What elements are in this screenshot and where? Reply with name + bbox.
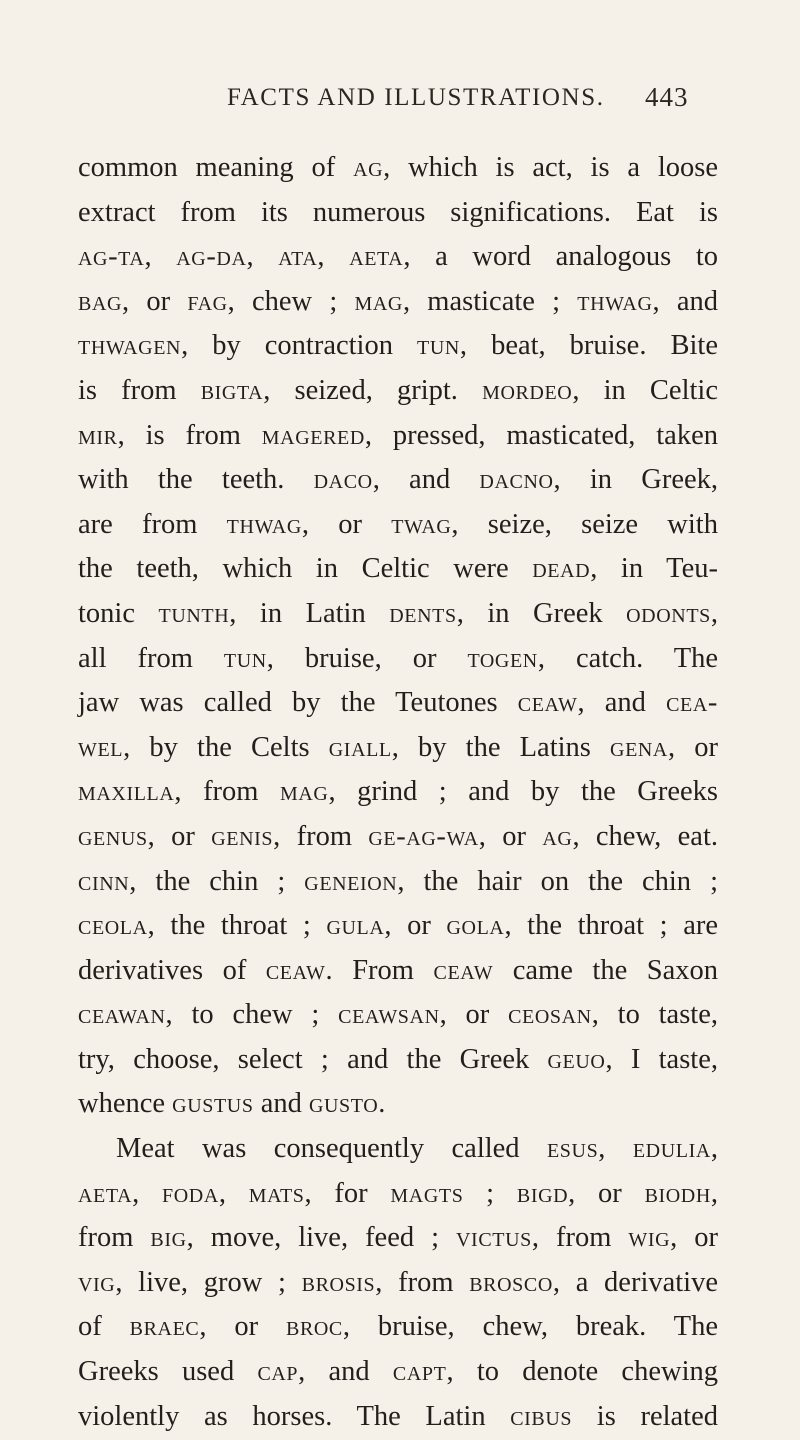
small-caps-word: bigd <box>516 1177 569 1209</box>
small-caps-word: bag <box>78 285 123 317</box>
text-run: , or <box>439 999 509 1031</box>
text-run: , a word analogous to <box>403 241 719 273</box>
small-caps-word: capt <box>392 1356 447 1388</box>
small-caps-word: victus <box>456 1222 532 1254</box>
small-caps-word: odonts <box>626 597 711 629</box>
small-caps-word: daco <box>313 464 373 496</box>
text-line <box>78 458 718 503</box>
text-run: , pressed, masticated, taken <box>364 419 718 451</box>
text-run: of <box>78 1311 130 1343</box>
text-run: , the chin ; <box>129 865 305 897</box>
text-run: , a derivative <box>552 1266 718 1298</box>
text-run: , and <box>577 687 667 719</box>
text-run: , is from <box>117 419 262 451</box>
text-run: , in Latin <box>229 597 390 629</box>
small-caps-word: wig <box>628 1222 671 1254</box>
text-line <box>78 592 718 637</box>
text-run: , or <box>122 285 188 317</box>
text-run: , bruise, chew, break. The <box>342 1311 718 1343</box>
small-caps-word: esus <box>546 1133 599 1165</box>
small-caps-word: mag <box>280 776 329 808</box>
text-run: , from <box>531 1222 629 1254</box>
small-caps-word: giall <box>328 731 392 763</box>
small-caps-word: magered <box>261 419 365 451</box>
small-caps-word: brosco <box>469 1266 553 1298</box>
text-run: , to taste, <box>591 999 718 1031</box>
text-line <box>78 369 718 414</box>
small-caps-word: biodh <box>644 1177 711 1209</box>
text-run: , in Greek, <box>553 464 719 496</box>
text-run: , move, live, feed ; <box>186 1222 457 1254</box>
text-run: , chew, eat. <box>572 820 718 852</box>
text-run: with the teeth. <box>78 464 314 496</box>
text-run: are from <box>78 508 227 540</box>
text-line <box>78 235 718 280</box>
text-run: the teeth, which in Celtic were <box>78 553 533 585</box>
small-caps-word: togen <box>467 642 538 674</box>
small-caps-word: ceaw <box>265 954 326 986</box>
text-run: , the throat ; <box>147 910 327 942</box>
text-line <box>78 904 718 949</box>
small-caps-word: ceaw <box>517 687 578 719</box>
text-run: , or <box>199 1311 286 1343</box>
text-run: all from <box>78 642 224 674</box>
text-line <box>78 324 718 369</box>
text-run: whence <box>78 1088 173 1120</box>
small-caps-word: mordeo <box>482 374 573 406</box>
small-caps-word: mir <box>78 419 118 451</box>
small-caps-word: geneion <box>304 865 398 897</box>
text-run: . <box>378 1088 386 1120</box>
text-line <box>78 280 718 325</box>
small-caps-word: braec <box>129 1311 200 1343</box>
text-line <box>78 1395 718 1440</box>
small-caps-word: wel <box>78 731 124 763</box>
text-run: , catch. The <box>537 642 719 674</box>
small-caps-word: mag <box>354 285 403 317</box>
small-caps-word: twag <box>391 508 452 540</box>
small-caps-word: ceosan <box>508 999 592 1031</box>
small-caps-word: ceaw <box>433 954 494 986</box>
small-caps-word: ceawan <box>78 999 166 1031</box>
text-run: , I taste, <box>605 1043 718 1075</box>
small-caps-word: dead <box>532 553 591 585</box>
small-caps-word: cinn <box>78 865 130 897</box>
text-run: , <box>317 241 350 273</box>
small-caps-word: magts <box>390 1177 464 1209</box>
small-caps-word: genis <box>211 820 274 852</box>
text-run: , from <box>273 820 369 852</box>
text-run: , in Celtic <box>572 374 718 406</box>
small-caps-word: aeta <box>78 1177 133 1209</box>
text-line <box>78 191 718 236</box>
text-run: , in Teu- <box>590 553 718 585</box>
text-run: , to denote chewing <box>446 1356 718 1388</box>
text-run: , which is act, is a loose <box>383 152 718 183</box>
text-run: extract from its numerous significations. Eat is <box>78 196 718 228</box>
text-run: , and <box>652 285 718 317</box>
small-caps-word: brosis <box>301 1266 376 1298</box>
text-run: and <box>253 1088 309 1120</box>
small-caps-word: ag <box>353 152 384 183</box>
text-run: , in Greek <box>456 597 627 629</box>
text-run: , grind ; and by the Greeks <box>328 776 718 808</box>
text-run: , <box>710 597 718 629</box>
text-run: , <box>246 241 279 273</box>
small-caps-word: tun <box>417 330 460 362</box>
small-caps-word: ge-ag-wa <box>368 820 479 852</box>
small-caps-word: thwag <box>577 285 653 317</box>
text-run: , or <box>384 910 447 942</box>
text-line <box>78 815 718 860</box>
text-run: tonic <box>78 597 159 629</box>
small-caps-word: dacno <box>479 464 554 496</box>
small-caps-word: cibus <box>510 1400 573 1432</box>
small-caps-word: edulia <box>632 1133 711 1165</box>
text-run: is related <box>572 1400 718 1432</box>
text-line <box>78 1350 718 1395</box>
small-caps-word: gena <box>610 731 668 763</box>
text-run: , the throat ; are <box>504 910 718 942</box>
text-run: , beat, bruise. Bite <box>459 330 718 362</box>
text-run: , <box>598 1133 633 1165</box>
text-line <box>78 681 718 726</box>
text-run: , or <box>568 1177 645 1209</box>
text-line <box>78 146 718 191</box>
text-run: try, choose, select ; and the Greek <box>78 1043 548 1075</box>
text-line <box>78 414 718 459</box>
text-run: Greeks used <box>78 1356 258 1388</box>
text-run: , chew ; <box>227 285 355 317</box>
text-line <box>78 547 718 592</box>
small-caps-word: gusto <box>308 1088 379 1120</box>
small-caps-word: geuo <box>547 1043 606 1075</box>
text-run: violently as horses. The Latin <box>78 1400 511 1432</box>
text-line <box>78 860 718 905</box>
text-run: , and <box>372 464 480 496</box>
text-run: , or <box>670 1222 718 1254</box>
text-line <box>78 949 718 994</box>
text-run: , <box>132 1177 163 1209</box>
text-run: , live, grow ; <box>115 1266 302 1298</box>
small-caps-word: thwag <box>226 508 302 540</box>
small-caps-word: gustus <box>172 1088 254 1120</box>
text-run: , or <box>478 820 543 852</box>
text-line <box>78 1305 718 1350</box>
text-line <box>78 637 718 682</box>
text-run: , seized, gript. <box>263 374 483 406</box>
text-run: , from <box>174 776 280 808</box>
text-run: , masticate ; <box>402 285 578 317</box>
text-run: , or <box>301 508 392 540</box>
small-caps-word: ag <box>542 820 573 852</box>
text-run: ; <box>463 1177 517 1209</box>
text-line <box>78 1261 718 1306</box>
text-run: , <box>144 241 177 273</box>
text-run: , bruise, or <box>266 642 468 674</box>
text-run: common meaning of <box>78 152 354 183</box>
small-caps-word: mats <box>248 1177 305 1209</box>
small-caps-word: vig <box>78 1266 116 1298</box>
text-run: , from <box>375 1266 470 1298</box>
text-run: , <box>710 1177 719 1209</box>
small-caps-word: genus <box>78 820 148 852</box>
text-line <box>78 503 718 548</box>
small-caps-word: tunth <box>158 597 230 629</box>
small-caps-word: maxilla <box>78 776 175 808</box>
small-caps-word: thwagen <box>78 330 182 362</box>
text-run: derivatives of <box>78 954 266 986</box>
small-caps-word: ata <box>278 241 318 273</box>
text-run: , or <box>147 820 212 852</box>
small-caps-word: dents <box>389 597 457 629</box>
small-caps-word: ceola <box>78 910 148 942</box>
text-run: . From <box>325 954 434 986</box>
small-caps-word: ag-da <box>176 241 247 273</box>
text-run: , or <box>667 731 718 763</box>
page-header <box>0 84 800 120</box>
small-caps-word: cea- <box>666 687 718 719</box>
text-line <box>78 1172 718 1217</box>
text-run: from <box>78 1222 151 1254</box>
text-line <box>78 993 718 1038</box>
text-run: , the hair on the chin ; <box>397 865 718 897</box>
small-caps-word: ag-ta <box>78 241 145 273</box>
page-number: 443 <box>645 82 689 112</box>
small-caps-word: big <box>150 1222 187 1254</box>
text-line <box>78 1082 718 1127</box>
text-run: , and <box>298 1356 393 1388</box>
small-caps-word: cap <box>257 1356 299 1388</box>
small-caps-word: gola <box>446 910 505 942</box>
text-run: , <box>710 1133 718 1165</box>
text-line <box>78 1216 718 1261</box>
text-line <box>78 770 718 815</box>
body-text <box>78 146 718 1439</box>
text-run: came the Saxon <box>493 954 719 986</box>
small-caps-word: ceawsan <box>338 999 440 1031</box>
text-run: , for <box>304 1177 391 1209</box>
small-caps-word: foda <box>162 1177 219 1209</box>
text-run: is from <box>78 374 201 406</box>
text-run: , by contraction <box>181 330 417 362</box>
text-run: , by the Latins <box>391 731 611 763</box>
small-caps-word: broc <box>286 1311 343 1343</box>
text-run: , by the Celts <box>123 731 329 763</box>
text-run: jaw was called by the Teutones <box>78 687 518 719</box>
text-run: , <box>218 1177 249 1209</box>
small-caps-word: tun <box>223 642 267 674</box>
text-run: , seize, seize with <box>451 508 718 540</box>
running-head: FACTS AND ILLUSTRATIONS. <box>227 84 605 111</box>
text-line <box>78 726 718 771</box>
small-caps-word: fag <box>187 285 228 317</box>
small-caps-word: gula <box>326 910 385 942</box>
text-line <box>78 1038 718 1083</box>
text-run: Meat was consequently called <box>116 1133 547 1165</box>
small-caps-word: aeta <box>349 241 404 273</box>
small-caps-word: bigta <box>200 374 264 406</box>
text-line <box>78 1127 718 1172</box>
text-run: , to chew ; <box>165 999 339 1031</box>
